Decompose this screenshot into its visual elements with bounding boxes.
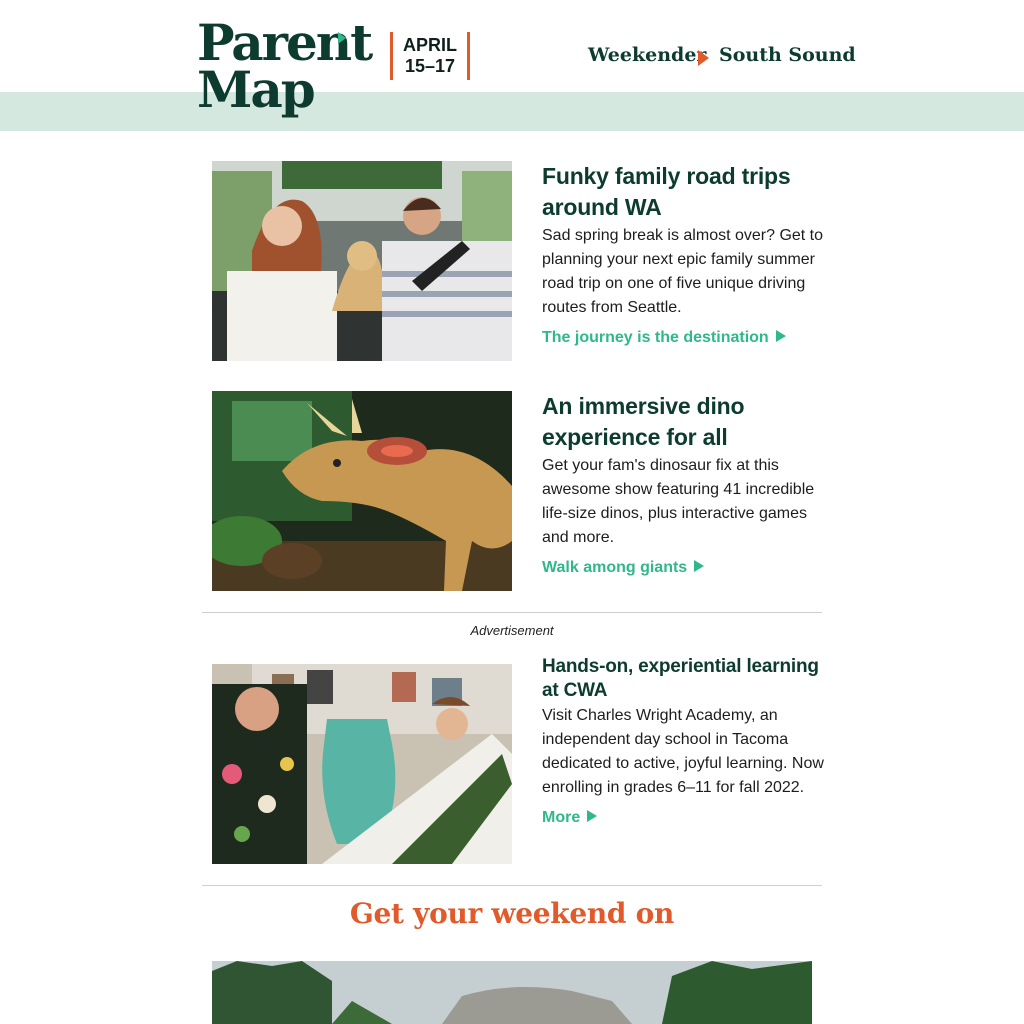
cta-label: The journey is the destination — [542, 329, 769, 346]
issue-days: 15–17 — [404, 56, 456, 76]
newsletter-header — [0, 0, 1024, 131]
ad-title[interactable]: Hands-on, experiential learning at CWA — [542, 656, 819, 701]
dinosaur-photo[interactable] — [212, 391, 512, 591]
play-arrow-icon — [776, 330, 786, 342]
story-cta-link[interactable] — [542, 329, 786, 347]
ad-cwa — [212, 655, 824, 865]
story-body — [542, 161, 832, 347]
header-band — [0, 92, 1024, 131]
edition-weekender: Weekender — [588, 44, 707, 66]
divider — [202, 885, 822, 886]
cta-label: Walk among giants — [542, 559, 688, 576]
logo-triangle-icon — [338, 32, 346, 44]
parentmap-logo[interactable] — [197, 13, 372, 124]
classroom-art-photo[interactable] — [212, 664, 512, 864]
story-title[interactable]: An immersive dino experience for all — [542, 393, 745, 450]
edition-name — [588, 44, 856, 72]
issue-date — [390, 32, 470, 80]
play-arrow-icon — [587, 810, 597, 822]
ad-body — [542, 655, 832, 827]
logo-line-map: Map — [197, 60, 314, 119]
advertisement-label: Advertisement — [470, 623, 554, 638]
story-description: Get your fam's dinosaur fix at this awesome show featuring 41 incredible life-size dinos, plus interactive games and more. — [542, 457, 815, 546]
story-dino-experience — [212, 391, 824, 601]
story-cta-link[interactable] — [542, 559, 704, 577]
story-road-trips — [212, 161, 824, 371]
story-title[interactable]: Funky family road trips around WA — [542, 163, 791, 220]
section-heading: Get your weekend on — [349, 897, 675, 930]
issue-month: APRIL — [403, 35, 457, 55]
play-arrow-icon — [694, 560, 704, 572]
edition-region: South Sound — [719, 44, 856, 66]
cta-label: More — [542, 809, 581, 826]
story-description: Sad spring break is almost over? Get to planning your next epic family summer road trip on one of five unique driving routes from Seattle. — [542, 227, 824, 316]
play-arrow-icon — [698, 50, 709, 66]
family-car-photo[interactable] — [212, 161, 512, 361]
ad-cta-link[interactable] — [542, 809, 597, 827]
ad-description: Visit Charles Wright Academy, an independent day school in Tacoma dedicated to active, joyful learning. Now enrolling in grades 6–11 for fall 2022. — [542, 707, 824, 796]
logo-line-parent: Parent — [197, 13, 372, 72]
forest-sculpture-photo[interactable] — [212, 961, 812, 1024]
story-body — [542, 391, 832, 577]
divider — [202, 612, 822, 613]
